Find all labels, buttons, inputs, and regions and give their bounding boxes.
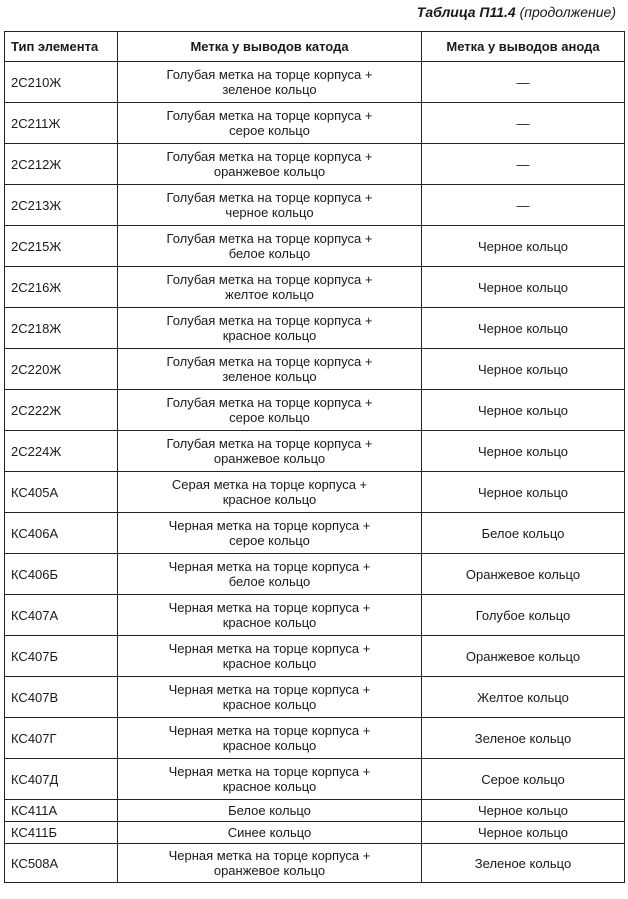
table-row (5, 144, 625, 185)
cell-type: КС508А (5, 844, 118, 883)
cathode-line: Голубая метка на торце корпуса + (166, 436, 373, 451)
table-row (5, 62, 625, 103)
cathode-line: красное кольцо (222, 697, 317, 712)
cell-cathode (118, 759, 422, 800)
cell-cathode (118, 431, 422, 472)
cathode-line: белое кольцо (228, 246, 311, 261)
cathode-line: красное кольцо (222, 492, 317, 507)
cell-anode: — (422, 103, 625, 144)
cell-type: 2С210Ж (5, 62, 118, 103)
table-row (5, 800, 625, 822)
table-row (5, 844, 625, 883)
cathode-line: Черная метка на торце корпуса + (168, 723, 371, 738)
cathode-line: серое кольцо (229, 533, 310, 548)
cathode-line: Голубая метка на торце корпуса + (166, 313, 373, 328)
cathode-line: Голубая метка на торце корпуса + (166, 108, 373, 123)
cell-type: 2С220Ж (5, 349, 118, 390)
cell-anode: Зеленое кольцо (422, 718, 625, 759)
cell-type: 2С213Ж (5, 185, 118, 226)
table-row (5, 103, 625, 144)
table-row (5, 185, 625, 226)
cell-anode: Белое кольцо (422, 513, 625, 554)
cell-type: 2С222Ж (5, 390, 118, 431)
cathode-line: Черная метка на торце корпуса + (168, 600, 371, 615)
cathode-line: Черная метка на торце корпуса + (168, 682, 371, 697)
cell-anode: Черное кольцо (422, 349, 625, 390)
table-row (5, 759, 625, 800)
table-row (5, 554, 625, 595)
cathode-line: зеленое кольцо (222, 82, 317, 97)
header-type: Тип элемента (5, 32, 118, 62)
cathode-line: Серая метка на торце корпуса + (171, 477, 368, 492)
cathode-line: Черная метка на торце корпуса + (168, 641, 371, 656)
cell-anode: Голубое кольцо (422, 595, 625, 636)
cell-anode: Черное кольцо (422, 390, 625, 431)
cathode-line: оранжевое кольцо (213, 863, 326, 878)
header-row (5, 32, 625, 62)
cathode-line: красное кольцо (222, 328, 317, 343)
cell-cathode (118, 226, 422, 267)
cell-type: 2С218Ж (5, 308, 118, 349)
cell-type: КС411Б (5, 822, 118, 844)
table-row (5, 431, 625, 472)
cell-anode: Оранжевое кольцо (422, 636, 625, 677)
cell-type: КС407Б (5, 636, 118, 677)
cell-cathode (118, 144, 422, 185)
table-caption (417, 4, 616, 20)
cell-anode: Черное кольцо (422, 267, 625, 308)
cell-type: КС405А (5, 472, 118, 513)
cathode-line: оранжевое кольцо (213, 451, 326, 466)
cell-cathode (118, 636, 422, 677)
cell-cathode (118, 513, 422, 554)
table-row (5, 636, 625, 677)
cell-cathode (118, 595, 422, 636)
cathode-line: Голубая метка на торце корпуса + (166, 149, 373, 164)
cathode-line: серое кольцо (229, 123, 310, 138)
table-row (5, 677, 625, 718)
cell-cathode (118, 822, 422, 844)
cell-anode: Черное кольцо (422, 308, 625, 349)
cathode-line: Голубая метка на торце корпуса + (166, 67, 373, 82)
cathode-line: Голубая метка на торце корпуса + (166, 231, 373, 246)
cell-anode: — (422, 185, 625, 226)
cell-anode: Черное кольцо (422, 822, 625, 844)
cell-type: КС406Б (5, 554, 118, 595)
cathode-line: Голубая метка на торце корпуса + (166, 272, 373, 287)
cathode-line: Черная метка на торце корпуса + (168, 518, 371, 533)
cell-type: КС411А (5, 800, 118, 822)
cell-cathode (118, 472, 422, 513)
cell-type: КС407В (5, 677, 118, 718)
cell-anode: Черное кольцо (422, 431, 625, 472)
cell-type: КС407Г (5, 718, 118, 759)
cell-cathode (118, 554, 422, 595)
cell-anode: Зеленое кольцо (422, 844, 625, 883)
cathode-line: красное кольцо (222, 738, 317, 753)
cell-type: 2С215Ж (5, 226, 118, 267)
cell-cathode (118, 308, 422, 349)
cell-type: 2С216Ж (5, 267, 118, 308)
cathode-line: Черная метка на торце корпуса + (168, 848, 371, 863)
cathode-line: зеленое кольцо (222, 369, 317, 384)
table-row (5, 595, 625, 636)
header-anode: Метка у выводов анода (422, 32, 625, 62)
cell-cathode (118, 390, 422, 431)
cell-cathode (118, 267, 422, 308)
cell-cathode (118, 103, 422, 144)
cell-type: 2С224Ж (5, 431, 118, 472)
cell-anode: Оранжевое кольцо (422, 554, 625, 595)
cell-cathode (118, 677, 422, 718)
cell-cathode (118, 800, 422, 822)
cell-type: 2С211Ж (5, 103, 118, 144)
marking-table (4, 31, 625, 883)
cell-cathode (118, 844, 422, 883)
table-row (5, 349, 625, 390)
cathode-line: серое кольцо (229, 410, 310, 425)
cell-cathode (118, 185, 422, 226)
cell-anode: Черное кольцо (422, 226, 625, 267)
cell-anode: — (422, 144, 625, 185)
cell-anode: Желтое кольцо (422, 677, 625, 718)
cathode-line: красное кольцо (222, 779, 317, 794)
cathode-line: Голубая метка на торце корпуса + (166, 190, 373, 205)
cathode-line: оранжевое кольцо (213, 164, 326, 179)
cathode-line: красное кольцо (222, 656, 317, 671)
cathode-line: Черная метка на торце корпуса + (168, 559, 371, 574)
table-body (5, 62, 625, 883)
table-row (5, 390, 625, 431)
caption-note: (продолжение) (519, 4, 616, 20)
cell-anode: — (422, 62, 625, 103)
table-row (5, 718, 625, 759)
cathode-line: Голубая метка на торце корпуса + (166, 354, 373, 369)
table-row (5, 308, 625, 349)
table-row (5, 267, 625, 308)
cell-type: КС407Д (5, 759, 118, 800)
table-row (5, 472, 625, 513)
table-row (5, 226, 625, 267)
header-cathode: Метка у выводов катода (118, 32, 422, 62)
table-row (5, 822, 625, 844)
cathode-line: Голубая метка на торце корпуса + (166, 395, 373, 410)
cathode-line: белое кольцо (228, 574, 311, 589)
cell-type: 2С212Ж (5, 144, 118, 185)
cell-type: КС407А (5, 595, 118, 636)
cathode-line: желтое кольцо (225, 287, 314, 302)
cathode-line: Белое кольцо (228, 803, 311, 818)
cell-type: КС406А (5, 513, 118, 554)
cathode-line: красное кольцо (222, 615, 317, 630)
cell-anode: Черное кольцо (422, 472, 625, 513)
cell-cathode (118, 62, 422, 103)
cell-anode: Серое кольцо (422, 759, 625, 800)
cathode-line: черное кольцо (225, 205, 314, 220)
cell-cathode (118, 718, 422, 759)
caption-title: Таблица П11.4 (416, 4, 516, 20)
cell-cathode (118, 349, 422, 390)
cathode-line: Черная метка на торце корпуса + (168, 764, 371, 779)
table-row (5, 513, 625, 554)
cathode-line: Синее кольцо (227, 825, 312, 840)
cell-anode: Черное кольцо (422, 800, 625, 822)
